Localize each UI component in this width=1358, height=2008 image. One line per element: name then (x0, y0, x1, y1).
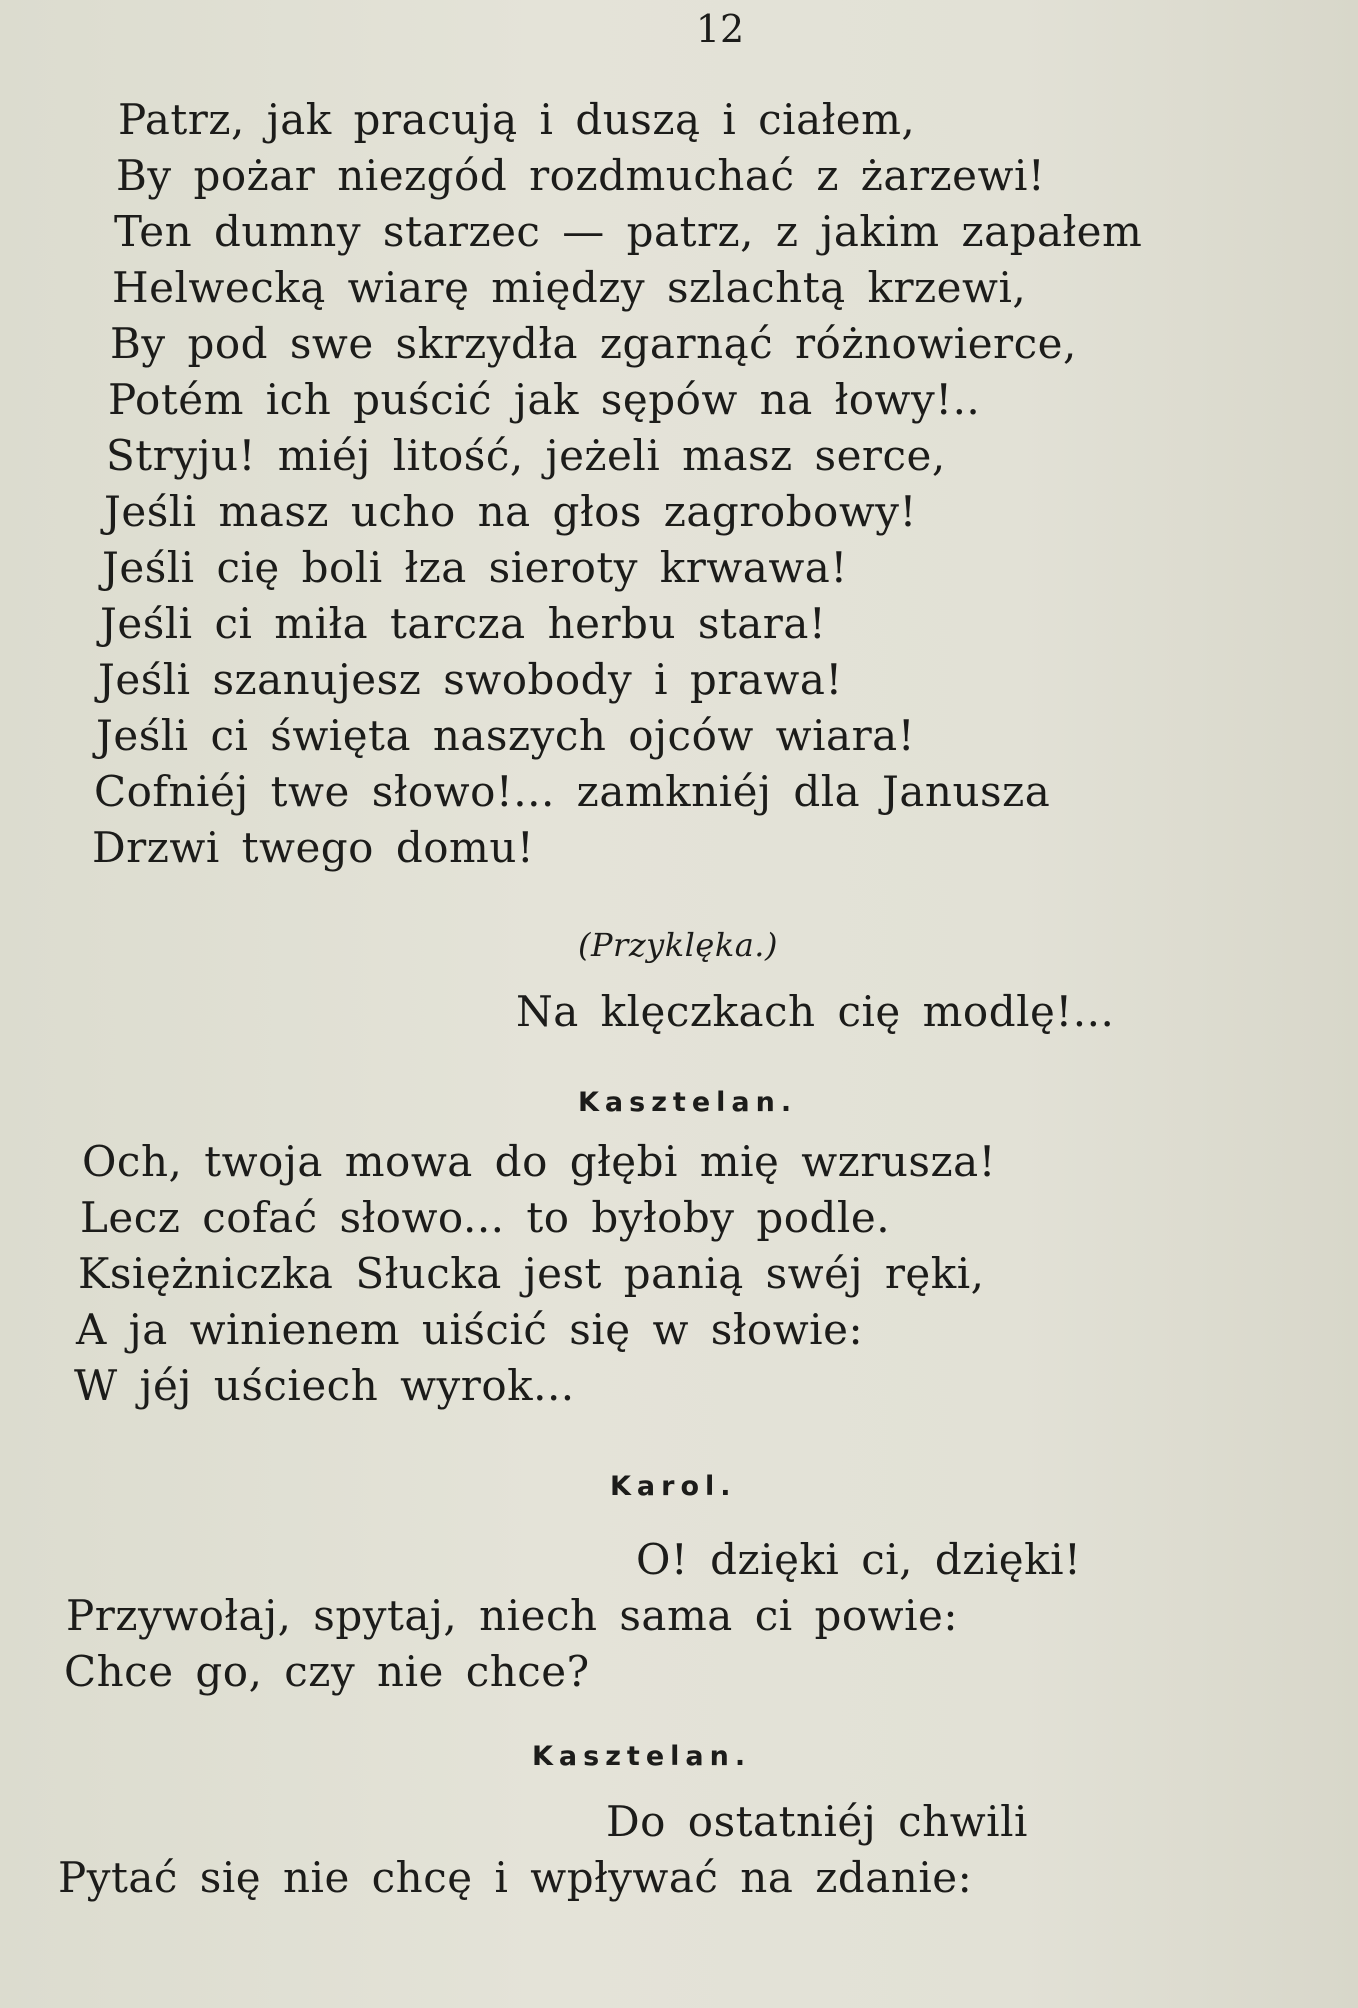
verse-line: Ten dumny starzec — patrz, z jakim zapałem (114, 207, 1143, 256)
page-number: 12 (695, 7, 745, 51)
verse-line: Cofniéj twe słowo!... zamkniéj dla Janusza (94, 767, 1051, 816)
verse-line: Jeśli masz ucho na głos zagrobowy! (104, 487, 917, 536)
verse-line: Lecz cofać słowo... to byłoby podle. (80, 1193, 891, 1242)
verse-line: Pytać się nie chcę i wpływać na zdanie: (58, 1853, 973, 1902)
verse-line: Stryju! miéj litość, jeżeli masz serce, (106, 431, 946, 480)
verse-line: Och, twoja mowa do głębi mię wzrusza! (82, 1137, 997, 1186)
verse-line: Drzwi twego domu! (92, 823, 535, 872)
verse-line: Helwecką wiarę między szlachtą krzewi, (112, 263, 1027, 312)
verse-line: Księżniczka Słucka jest panią swéj ręki, (78, 1249, 985, 1298)
verse-line: Do ostatniéj chwili (606, 1797, 1028, 1846)
verse-line: Jeśli cię boli łza sieroty krwawa! (102, 543, 848, 592)
verse-line: W jéj uściech wyrok... (74, 1361, 575, 1410)
verse-line: By pożar niezgód rozdmuchać z żarzewi! (116, 151, 1046, 200)
speaker-name: Kasztelan. (532, 1741, 752, 1772)
speaker-name: Kasztelan. (578, 1087, 798, 1118)
verse-line: Jeśli ci święta naszych ojców wiara! (96, 711, 916, 760)
verse-line: Przywołaj, spytaj, niech sama ci powie: (66, 1591, 959, 1640)
verse-line: Chce go, czy nie chce? (64, 1647, 590, 1696)
verse-line: Jeśli szanujesz swobody i prawa! (98, 655, 843, 704)
speaker-name: Karol. (610, 1471, 737, 1502)
stage-direction: (Przyklęka.) (578, 926, 778, 964)
verse-line: Patrz, jak pracują i duszą i ciałem, (118, 95, 916, 144)
verse-line: Na klęczkach cię modlę!... (516, 987, 1115, 1036)
verse-line: Jeśli ci miła tarcza herbu stara! (100, 599, 827, 648)
verse-line: A ja winienem uiścić się w słowie: (76, 1305, 864, 1354)
verse-line: O! dzięki ci, dzięki! (636, 1535, 1082, 1584)
verse-line: Potém ich puścić jak sępów na łowy!.. (108, 375, 981, 424)
verse-line: By pod swe skrzydła zgarnąć różnowierce, (110, 319, 1077, 368)
